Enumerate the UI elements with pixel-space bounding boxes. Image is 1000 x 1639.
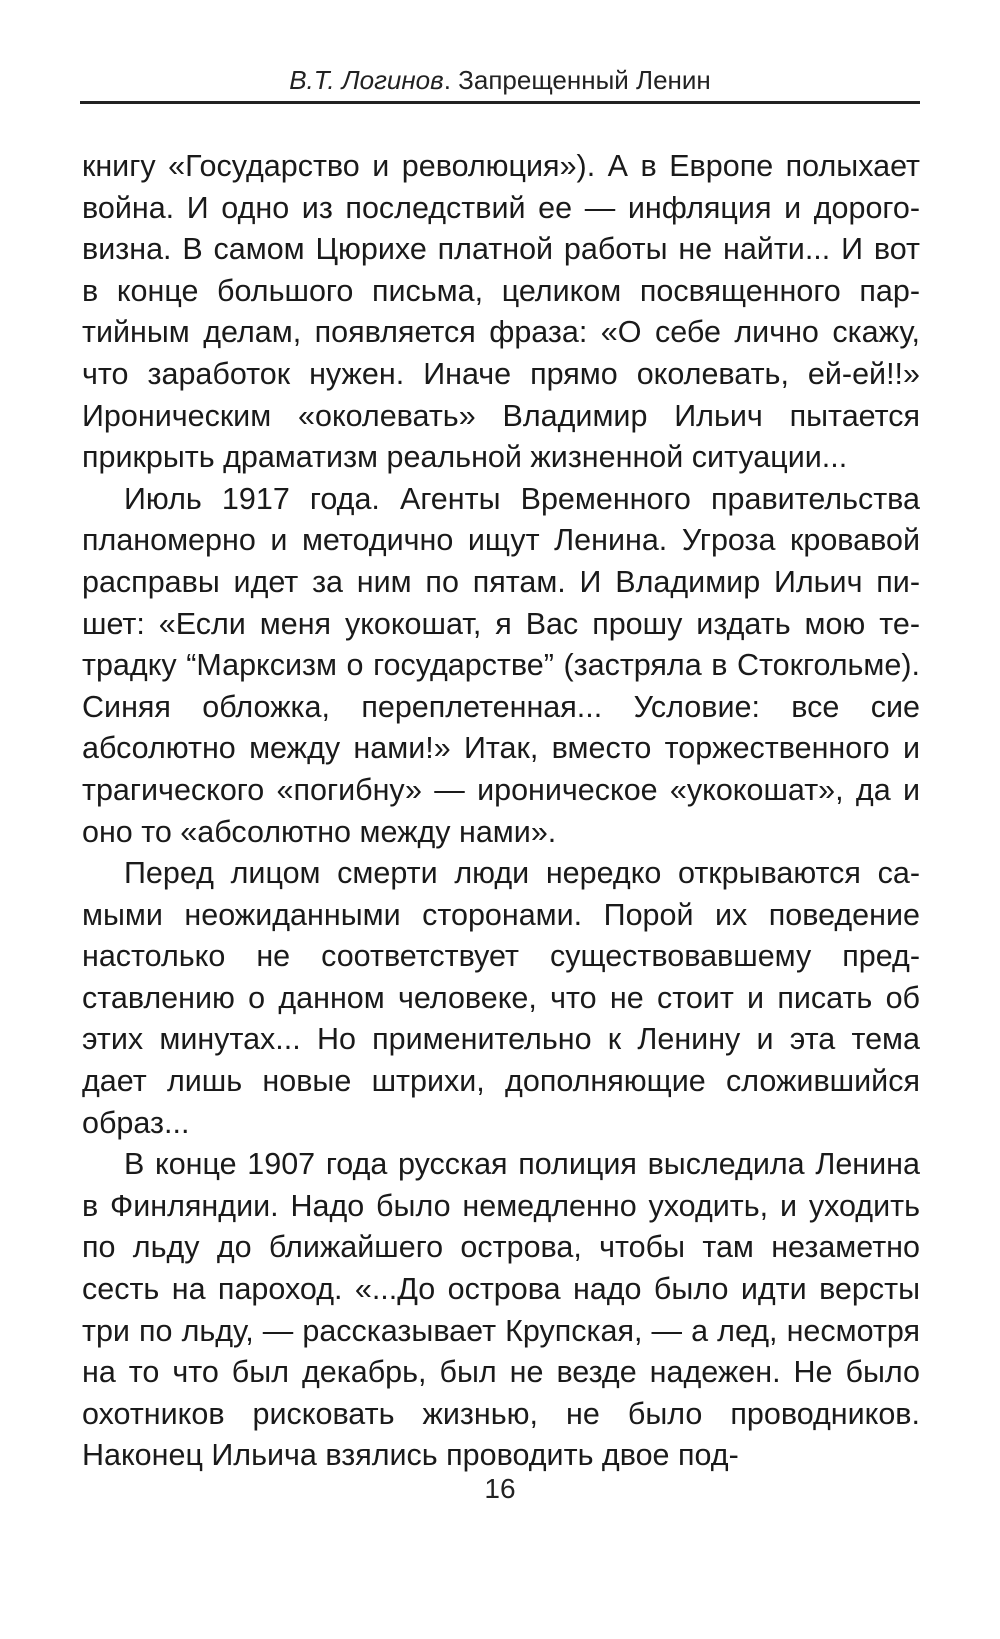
page-number: 16	[484, 1473, 516, 1504]
paragraph: В конце 1907 года русская полиция выследила Ленина в Финляндии. Надо было немедленно уходить, и уходить по льду до ближайшего острова, чтобы там незаметно сесть на пароход. «...До острова надо было идти версты три по льду, — рассказывает Крупская, — а лед, несмотря на то что был декабрь, был не везде надежен. Не было охотников рисковать жизнью, не было проводников. Наконец Ильича взялись проводить двое под-	[82, 1147, 920, 1473]
paragraph: книгу «Государство и революция»). А в Европе полыхает война. И одно из последствий ее — инфляция и дороговизна. В самом Цюрихе платной работы не найти... И вот в конце большого письма, целиком посвященного партийным делам, появляется фраза: «О себе лично скажу, что заработок нужен. Иначе прямо околевать, ей-ей!!» Ироническим «околевать» Владимир Ильич пытается прикрыть драматизм реальной жизненной ситуации...	[82, 149, 920, 475]
header-separator: .	[443, 65, 459, 95]
header-rule	[80, 101, 920, 104]
running-head	[80, 64, 920, 96]
header-author: В.Т. Логинов	[289, 65, 444, 95]
body-text	[82, 146, 920, 1477]
header-title: Запрещенный Ленин	[458, 65, 711, 95]
paragraph: Перед лицом смерти люди нередко открываются самыми неожиданными сторонами. Порой их поведение настолько не соответствует существовавшему представлению о данном человеке, что не стоит и писать об этих минутах... Но применительно к Ленину и эта тема дает лишь новые штрихи, дополняющие сложившийся образ...	[82, 856, 920, 1140]
paragraph: Июль 1917 года. Агенты Временного правительства планомерно и методично ищут Ленина. Угроза кровавой расправы идет за ним по пятам. И Владимир Ильич пишет: «Если меня укокошат, я Вас прошу издать мою тетрадку “Марксизм о государстве” (застряла в Стокгольме). Синяя обложка, переплетенная... Условие: все сие абсолютно между нами!» Итак, вместо торжественного и трагического «погибну» — ироническое «укокошат», да и оно то «абсолютно между нами».	[82, 481, 920, 849]
